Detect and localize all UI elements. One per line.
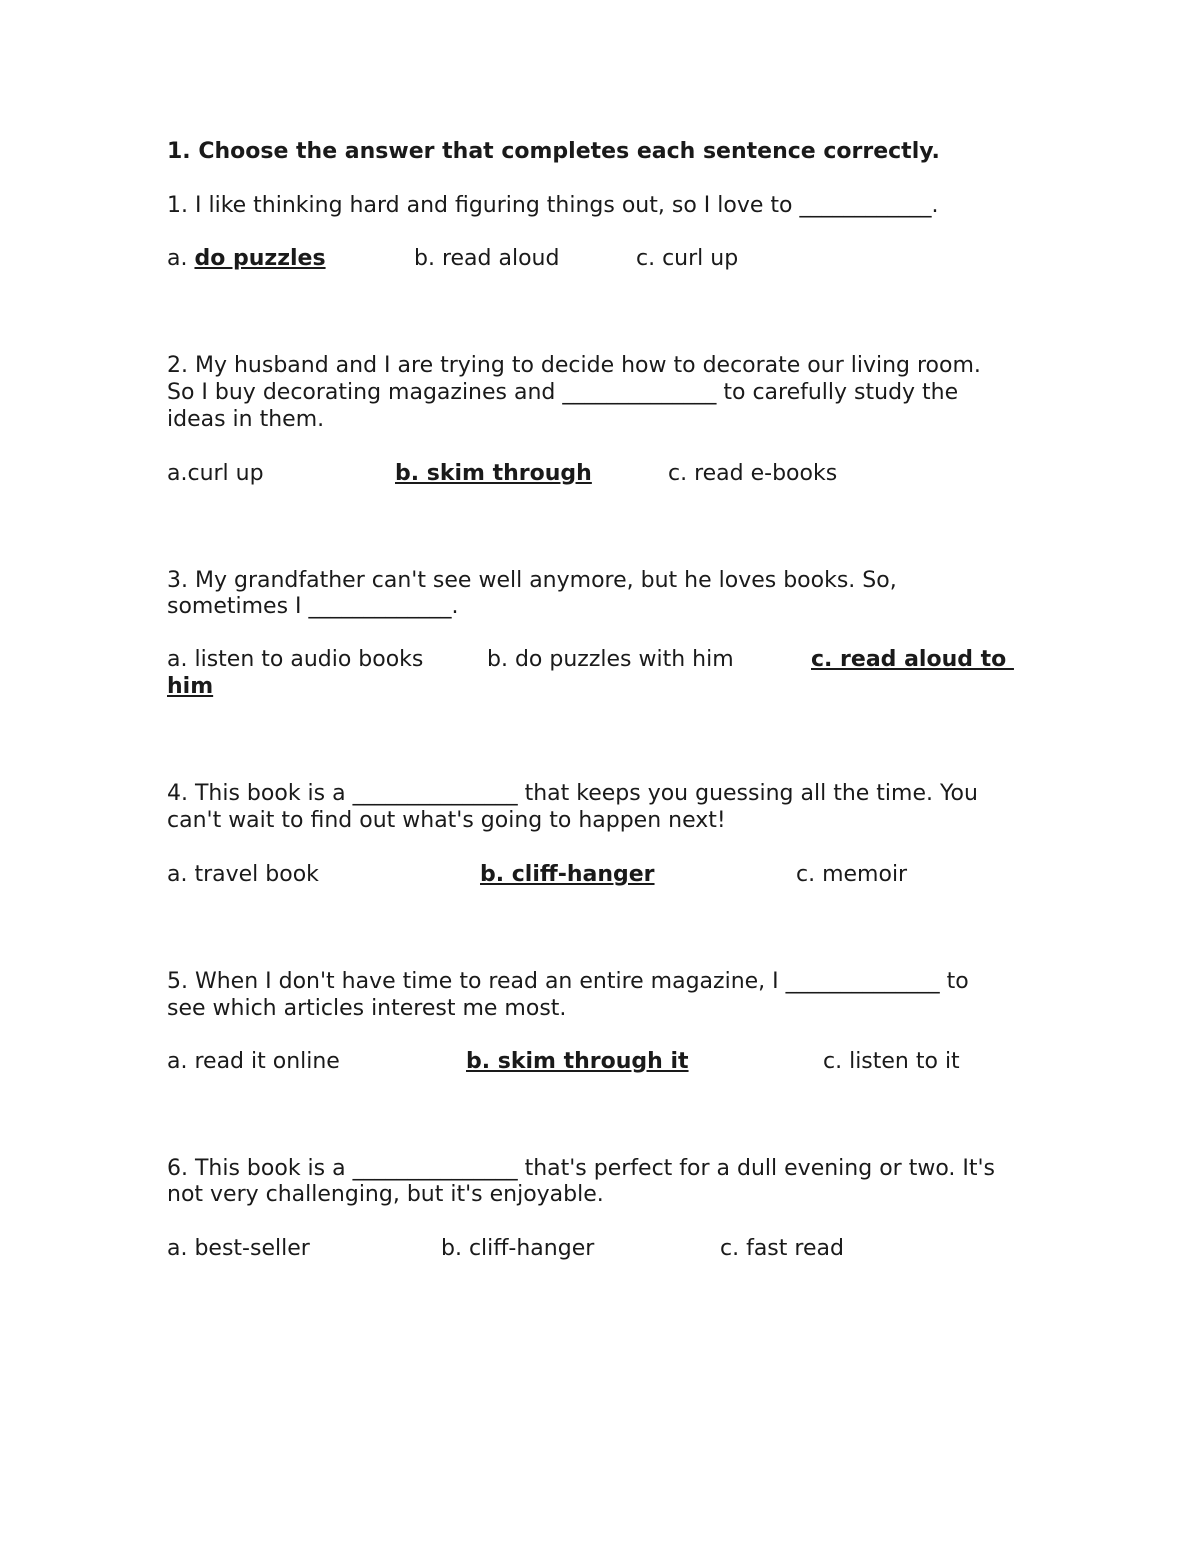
question-6-option-a: a. best-seller bbox=[167, 1236, 310, 1261]
question-1-option-b: b. read aloud bbox=[414, 246, 560, 271]
question-4-text-line-1: 4. This book is a _______________ that keeps you guessing all the time. You bbox=[167, 781, 978, 806]
question-5-text-line-1: 5. When I don't have time to read an entire magazine, I ______________ to bbox=[167, 969, 969, 994]
question-4-option-c: c. memoir bbox=[796, 862, 908, 887]
option-prefix: a. bbox=[167, 246, 195, 271]
question-2-option-b-correct: b. skim through bbox=[395, 461, 592, 486]
question-1-option-c: c. curl up bbox=[636, 246, 739, 271]
question-3-text-line-1: 3. My grandfather can't see well anymore, but he loves books. So, bbox=[167, 568, 897, 593]
question-4-option-a: a. travel book bbox=[167, 862, 319, 887]
question-2-text-line-3: ideas in them. bbox=[167, 407, 325, 432]
question-6-option-b: b. cliff-hanger bbox=[441, 1236, 595, 1261]
question-2-option-c: c. read e-books bbox=[668, 461, 838, 486]
section-heading: 1. Choose the answer that completes each sentence correctly. bbox=[167, 139, 940, 164]
question-3-option-a: a. listen to audio books bbox=[167, 647, 424, 672]
question-3-option-c-correct: c. read aloud to bbox=[811, 647, 1014, 672]
question-6-option-c: c. fast read bbox=[720, 1236, 844, 1261]
question-3-text-line-2: sometimes I _____________. bbox=[167, 594, 459, 619]
question-3-option-b: b. do puzzles with him bbox=[487, 647, 734, 672]
question-6-text-line-1: 6. This book is a _______________ that's perfect for a dull evening or two. It's bbox=[167, 1156, 995, 1181]
question-2-text-line-2: So I buy decorating magazines and ______________ to carefully study the bbox=[167, 380, 959, 405]
correct-answer: do puzzles bbox=[194, 246, 326, 271]
question-2-option-a: a.curl up bbox=[167, 461, 264, 486]
question-2-text-line-1: 2. My husband and I are trying to decide how to decorate our living room. bbox=[167, 353, 981, 378]
question-5-option-c: c. listen to it bbox=[823, 1049, 960, 1074]
question-4-text-line-2: can't wait to find out what's going to happen next! bbox=[167, 808, 726, 833]
question-3-option-c-correct-continued: him bbox=[167, 674, 214, 699]
question-5-option-b-correct: b. skim through it bbox=[466, 1049, 689, 1074]
question-5-option-a: a. read it online bbox=[167, 1049, 340, 1074]
question-6-text-line-2: not very challenging, but it's enjoyable. bbox=[167, 1182, 604, 1207]
question-4-option-b-correct: b. cliff-hanger bbox=[480, 862, 655, 887]
question-5-text-line-2: see which articles interest me most. bbox=[167, 996, 567, 1021]
question-1-option-a bbox=[167, 245, 326, 272]
question-1-text: 1. I like thinking hard and figuring things out, so I love to ____________. bbox=[167, 193, 939, 218]
